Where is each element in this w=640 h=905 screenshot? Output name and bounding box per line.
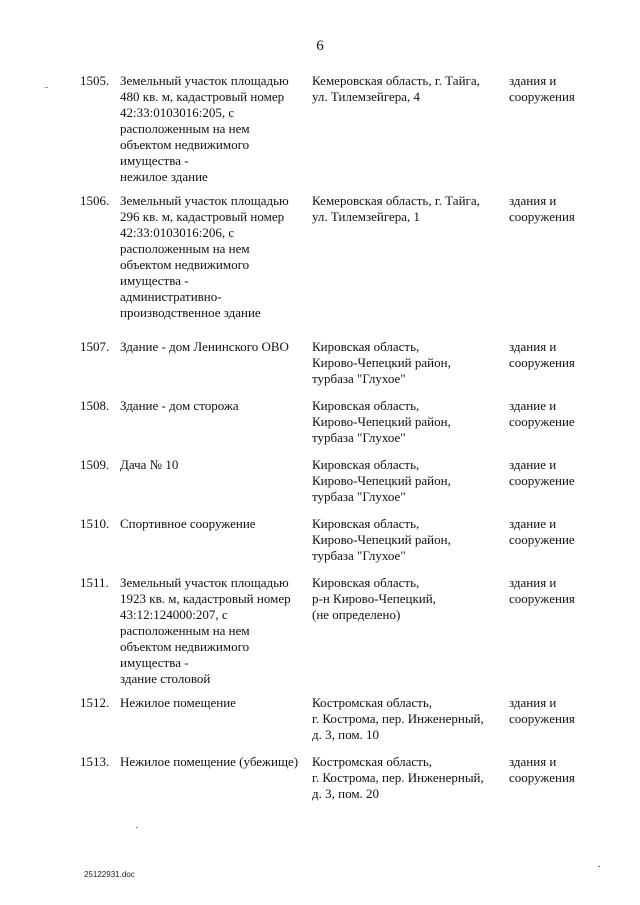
text-line: здание и (509, 457, 557, 472)
text-line: расположенным на нем (120, 623, 250, 638)
text-line: здания и (509, 695, 557, 710)
text-line: Костромская область, (312, 754, 433, 769)
text-line: сооружения (509, 770, 575, 785)
text-line: г. Кострома, пер. Инженерный, (312, 770, 484, 785)
text-line: Здание - дом сторожа (120, 398, 239, 413)
object-address (312, 695, 504, 743)
text-line: Кемеровская область, г. Тайга, (312, 73, 480, 88)
object-description (120, 398, 306, 414)
text-line: Кировская область, (312, 516, 420, 531)
text-line: сооружения (509, 209, 575, 224)
text-line: здание и (509, 516, 557, 531)
page-number: 6 (316, 38, 324, 54)
row-number: 1507. (80, 339, 110, 354)
object-address (312, 516, 504, 564)
text-line: Кирово-Чепецкий район, (312, 414, 451, 429)
object-type (509, 193, 619, 225)
text-line: сооружения (509, 89, 575, 104)
text-line: д. 3, пом. 20 (312, 786, 380, 801)
text-line: Земельный участок площадью (120, 575, 289, 590)
text-line: здание столовой (120, 671, 211, 686)
text-line: турбаза "Глухое" (312, 371, 406, 386)
text-line: Спортивное сооружение (120, 516, 256, 531)
object-description (120, 193, 306, 321)
text-line: Кирово-Чепецкий район, (312, 532, 451, 547)
text-line: имущества - (120, 273, 189, 288)
text-line: сооружения (509, 591, 575, 606)
text-line: Костромская область, (312, 695, 433, 710)
row-number: 1505. (80, 73, 110, 88)
text-line: Здание - дом Ленинского ОВО (120, 339, 289, 354)
text-line: здания и (509, 575, 557, 590)
text-line: здание и (509, 398, 557, 413)
object-type (509, 575, 619, 607)
object-address (312, 193, 504, 225)
text-line: сооружение (509, 473, 575, 488)
text-line: Кировская область, (312, 339, 420, 354)
text-line: Нежилое помещение (убежище) (120, 754, 299, 769)
object-address (312, 73, 504, 105)
text-line: здания и (509, 754, 557, 769)
text-line: турбаза "Глухое" (312, 430, 406, 445)
text-line: объектом недвижимого (120, 257, 250, 272)
text-line: Дача № 10 (120, 457, 179, 472)
text-line: д. 3, пом. 10 (312, 727, 380, 742)
object-type (509, 516, 619, 548)
text-line: административно- (120, 289, 222, 304)
text-line: 43:12:124000:207, с (120, 607, 228, 622)
object-description (120, 575, 306, 687)
scan-speck (136, 827, 138, 828)
text-line: нежилое здание (120, 169, 208, 184)
text-line: Земельный участок площадью (120, 73, 289, 88)
margin-mark: .. (44, 80, 49, 90)
object-address (312, 398, 504, 446)
object-type (509, 339, 619, 371)
text-line: сооружения (509, 355, 575, 370)
object-type (509, 695, 619, 727)
text-line: турбаза "Глухое" (312, 548, 406, 563)
object-type (509, 457, 619, 489)
object-description (120, 754, 306, 770)
text-line: турбаза "Глухое" (312, 489, 406, 504)
text-line: Нежилое помещение (120, 695, 236, 710)
text-line: Кирово-Чепецкий район, (312, 473, 451, 488)
text-line: 296 кв. м, кадастровый номер (120, 209, 285, 224)
row-number: 1510. (80, 516, 110, 531)
text-line: сооружение (509, 414, 575, 429)
text-line: г. Кострома, пер. Инженерный, (312, 711, 484, 726)
object-type (509, 398, 619, 430)
text-line: ул. Тилемзейгера, 4 (312, 89, 421, 104)
text-line: Кемеровская область, г. Тайга, (312, 193, 480, 208)
object-description (120, 73, 306, 185)
text-line: Кировская область, (312, 575, 420, 590)
text-line: расположенным на нем (120, 241, 250, 256)
object-description (120, 457, 306, 473)
text-line: расположенным на нем (120, 121, 250, 136)
text-line: Кировская область, (312, 398, 420, 413)
text-line: объектом недвижимого (120, 137, 250, 152)
text-line: 1923 кв. м, кадастровый номер (120, 591, 291, 606)
object-address (312, 457, 504, 505)
text-line: производственное здание (120, 305, 261, 320)
text-line: сооружение (509, 532, 575, 547)
row-number: 1512. (80, 695, 110, 710)
text-line: р-н Кирово-Чепецкий, (312, 591, 436, 606)
text-line: 480 кв. м, кадастровый номер (120, 89, 285, 104)
text-line: ул. Тилемзейгера, 1 (312, 209, 421, 224)
text-line: Кировская область, (312, 457, 420, 472)
text-line: 42:33:0103016:205, с (120, 105, 235, 120)
text-line: объектом недвижимого (120, 639, 250, 654)
text-line: (не определено) (312, 607, 401, 622)
object-description (120, 695, 306, 711)
text-line: здания и (509, 193, 557, 208)
text-line: имущества - (120, 153, 189, 168)
text-line: здания и (509, 73, 557, 88)
object-type (509, 73, 619, 105)
text-line: сооружения (509, 711, 575, 726)
object-description (120, 516, 306, 532)
object-type (509, 754, 619, 786)
object-address (312, 339, 504, 387)
row-number: 1513. (80, 754, 110, 769)
object-address (312, 575, 504, 623)
row-number: 1506. (80, 193, 110, 208)
footer-filename: 25122931.doc (84, 870, 135, 879)
text-line: здания и (509, 339, 557, 354)
text-line: Земельный участок площадью (120, 193, 289, 208)
object-address (312, 754, 504, 802)
row-number: 1509. (80, 457, 110, 472)
row-number: 1511. (80, 575, 109, 590)
scan-speck (598, 866, 600, 867)
row-number: 1508. (80, 398, 110, 413)
object-description (120, 339, 306, 355)
text-line: имущества - (120, 655, 189, 670)
text-line: Кирово-Чепецкий район, (312, 355, 451, 370)
text-line: 42:33:0103016:206, с (120, 225, 235, 240)
